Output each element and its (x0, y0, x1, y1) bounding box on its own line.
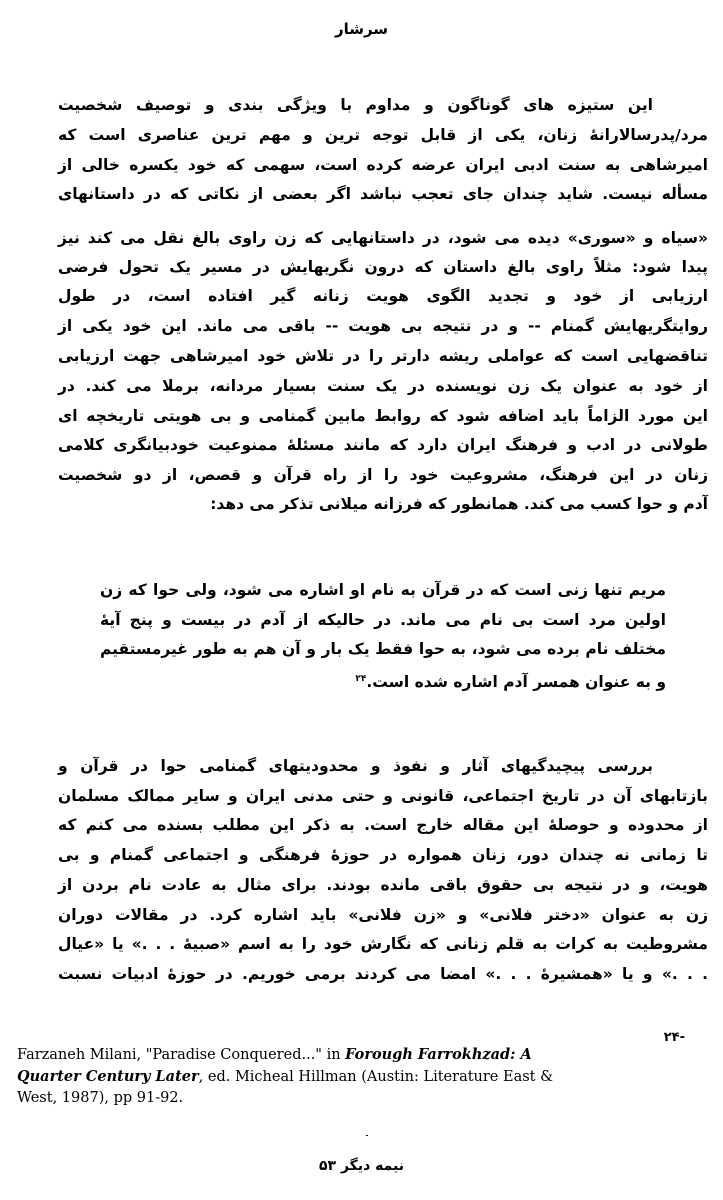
paragraph-1-line: مرد/پدرسالارانهٔ زنان، یکی از قابل توجه ترین و مهم ترین عناصری است که (58, 126, 708, 144)
paragraph-1-line: پیدا شود: مثلاً راوی بالغ داستان که درون نگریهایش در مسیر یک تحول فرضی (58, 258, 708, 276)
quote-line-text: و به عنوان همسر آدم اشاره شده است. (366, 673, 666, 692)
paragraph-1-line: مسأله نیست. شاید چندان جای تعجب نباشد اگر بعضی از نکاتی که در داستانهای (58, 185, 708, 203)
running-head: سرشار (334, 20, 389, 38)
footnote-marker: -۲۴ (663, 1030, 685, 1045)
quote-line-with-ref (100, 666, 666, 692)
paragraph-1-line: «سیاه و «سوری» دیده می شود، در داستانهایی که زن راوی بالغ نقل می کند نیز (58, 229, 708, 247)
quote-line: مریم تنها زنی است که در قرآن به نام او اشاره می شود، ولی حوا که زن (100, 581, 666, 599)
footnote-editor-publisher: , ed. Micheal Hillman (Austin: Literature East & (198, 1069, 554, 1085)
footnote-book-title-cont: Quarter Century Later (17, 1068, 199, 1085)
footnote-pub-details: West, 1987), pp 91-92. (17, 1090, 184, 1106)
footnote-reference: ۲۴ (355, 674, 367, 684)
paragraph-2-line: زن به عنوان «دختر فلانی» و «زن فلانی» باید اشاره کرد. در مقالات دوران (58, 906, 708, 924)
footnote-author-title: Farzaneh Milani, "Paradise Conquered..." in (17, 1047, 346, 1063)
paragraph-1-line: آدم و حوا کسب می کند. همانطور که فرزانه میلانی تذکر می دهد: (210, 495, 708, 513)
paragraph-1-line: زنان در این فرهنگ، مشروعیت خود را از راه قرآن و قصص، از دو شخصیت (58, 466, 708, 484)
paragraph-2-line: مشروطیت به کرات به قلم زنانی که نگارش خود را به اسم «صبیهٔ . . .» یا «عیال (58, 935, 708, 953)
paragraph-2-line: هویت، و در نتیجه بی حقوق باقی مانده بودند. برای مثال به عادت نام بردن از (58, 876, 708, 894)
paragraph-1-line: روایتگریهایش گمنام -- و در نتیجه بی هویت -- باقی می ماند. این خود یکی از (58, 317, 708, 335)
footnote (17, 1044, 617, 1109)
paragraph-2-line: از محدوده و حوصلهٔ این مقاله خارج است. به ذکر این مطلب بسنده می کنم که (58, 816, 708, 834)
paragraph-2-line: . . .» و یا «همشیرهٔ . . .» امضا می کردند برمی خوریم. در حوزهٔ ادبیات نسبت (58, 965, 708, 983)
paragraph-2-line: بررسی پیچیدگیهای آثار و نفوذ و محدودیتهای گمنامی حوا در قرآن و (58, 757, 653, 775)
paragraph-1-line: این مورد الزاماً باید اضافه شود که روابط مابین گمنامی و بی هویتی تاریخچه ای (58, 407, 708, 425)
page-speck (366, 1135, 368, 1136)
paragraph-1-line: این ستیزه های گوناگون و مداوم با ویژگی بندی و توصیف شخصیت (58, 96, 653, 114)
paragraph-1-line: طولانی در ادب و فرهنگ ایران دارد که مانند مسئلهٔ ممنوعیت خودبیانگری کلامی (58, 436, 708, 454)
quote-line: مختلف نام برده می شود، به حوا فقط یک بار و آن هم به طور غیرمستقیم (100, 640, 666, 658)
paragraph-2-line: بازتابهای آن در تاریخ اجتماعی، قانونی و حتی مدنی ایران و سایر ممالک مسلمان (58, 787, 708, 805)
page-footer: نیمه دیگر ۵۳ (319, 1158, 404, 1174)
paragraph-1-line: تناقضهایی است که عواملی ریشه دارتر را در تلاش خود امیرشاهی جهت ارزیابی (58, 347, 708, 365)
paragraph-2-line: تا زمانی نه چندان دور، زنان همواره در حوزهٔ فرهنگی و اجتماعی گمنام و بی (58, 846, 708, 864)
footnote-book-title: Forough Farrokhzad: A (345, 1046, 532, 1063)
paragraph-1-line: ارزیابی از خود و تجدید الگوی هویت زنانه گیر افتاده است، در طول (58, 287, 708, 305)
paragraph-1-line: امیرشاهی به سنت ادبی ایران عرضه کرده است، سهمی که خود یکسره خالی از (58, 156, 708, 174)
paragraph-1-line: از خود به عنوان یک زن نویسنده در یک سنت بسیار مردانه، برملا می کند. در (58, 377, 708, 395)
quote-line: اولین مرد است بی نام می ماند. در حالیکه از آدم در بیست و پنج آیهٔ (100, 611, 666, 629)
